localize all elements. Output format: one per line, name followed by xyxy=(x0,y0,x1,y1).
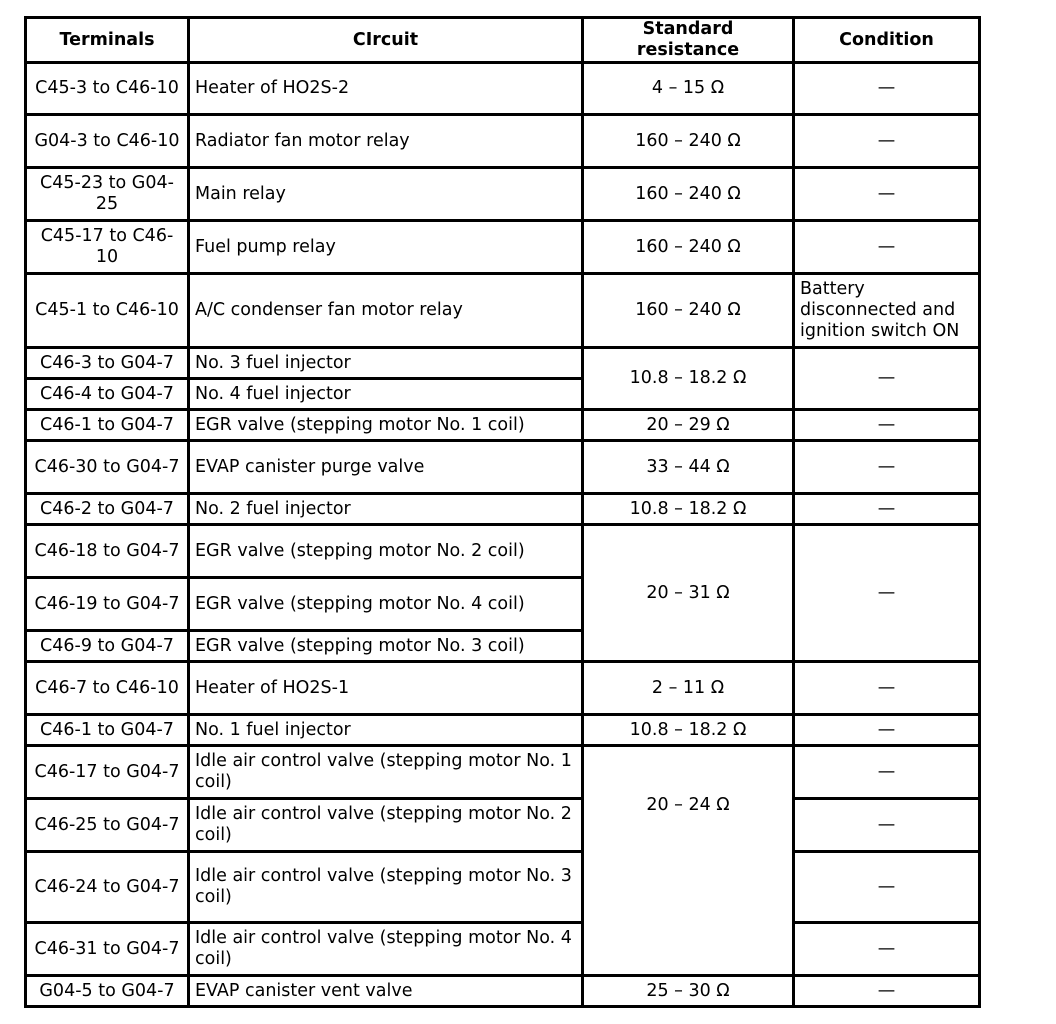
terminals-cell: G04-5 to G04-7 xyxy=(26,976,189,1007)
circuit-cell: Heater of HO2S-2 xyxy=(189,63,583,115)
circuit-cell: EGR valve (stepping motor No. 1 coil) xyxy=(189,410,583,441)
table-row xyxy=(26,221,980,274)
terminals-cell: C46-9 to G04-7 xyxy=(26,631,189,662)
circuit-cell: No. 2 fuel injector xyxy=(189,494,583,525)
circuit-cell: Idle air control valve (stepping motor No. 2 coil) xyxy=(189,799,583,852)
header-circuit: CIrcuit xyxy=(189,18,583,63)
resistance-cell: 2 – 11 Ω xyxy=(583,662,794,715)
table-row xyxy=(26,746,980,799)
condition-cell: — xyxy=(794,63,980,115)
table-row xyxy=(26,168,980,221)
resistance-cell: 20 – 31 Ω xyxy=(583,525,794,662)
circuit-cell: Idle air control valve (stepping motor No. 1 coil) xyxy=(189,746,583,799)
header-terminals: Terminals xyxy=(26,18,189,63)
circuit-cell: EVAP canister purge valve xyxy=(189,441,583,494)
condition-cell: — xyxy=(794,221,980,274)
circuit-cell: Idle air control valve (stepping motor No. 3 coil) xyxy=(189,852,583,923)
resistance-cell: 20 – 24 Ω xyxy=(583,746,794,976)
circuit-cell: Heater of HO2S-1 xyxy=(189,662,583,715)
circuit-cell: No. 1 fuel injector xyxy=(189,715,583,746)
resistance-cell: 10.8 – 18.2 Ω xyxy=(583,348,794,410)
circuit-cell: EVAP canister vent valve xyxy=(189,976,583,1007)
resistance-cell: 160 – 240 Ω xyxy=(583,221,794,274)
circuit-cell: No. 3 fuel injector xyxy=(189,348,583,379)
header-row xyxy=(26,18,980,63)
resistance-cell: 10.8 – 18.2 Ω xyxy=(583,715,794,746)
resistance-cell: 4 – 15 Ω xyxy=(583,63,794,115)
terminals-cell: C45-3 to C46-10 xyxy=(26,63,189,115)
circuit-cell: No. 4 fuel injector xyxy=(189,379,583,410)
table-row xyxy=(26,115,980,168)
table-row xyxy=(26,852,980,923)
condition-cell: — xyxy=(794,662,980,715)
condition-cell: — xyxy=(794,852,980,923)
terminals-cell: C46-2 to G04-7 xyxy=(26,494,189,525)
terminals-cell: C46-30 to G04-7 xyxy=(26,441,189,494)
terminals-cell: C46-7 to C46-10 xyxy=(26,662,189,715)
terminals-cell: C46-19 to G04-7 xyxy=(26,578,189,631)
table-row xyxy=(26,525,980,578)
table-row xyxy=(26,410,980,441)
condition-cell: — xyxy=(794,746,980,799)
circuit-cell: A/C condenser fan motor relay xyxy=(189,274,583,348)
resistance-cell: 33 – 44 Ω xyxy=(583,441,794,494)
condition-cell: — xyxy=(794,976,980,1007)
table-row xyxy=(26,662,980,715)
terminals-cell: C46-3 to G04-7 xyxy=(26,348,189,379)
table-row xyxy=(26,976,980,1007)
terminals-cell: C46-1 to G04-7 xyxy=(26,410,189,441)
table-row xyxy=(26,274,980,348)
circuit-cell: Radiator fan motor relay xyxy=(189,115,583,168)
resistance-cell: 160 – 240 Ω xyxy=(583,274,794,348)
table-row xyxy=(26,715,980,746)
resistance-cell: 160 – 240 Ω xyxy=(583,115,794,168)
table-row xyxy=(26,63,980,115)
terminals-cell: C45-1 to C46-10 xyxy=(26,274,189,348)
terminals-cell: C46-1 to G04-7 xyxy=(26,715,189,746)
table-row xyxy=(26,348,980,379)
condition-cell: — xyxy=(794,799,980,852)
resistance-cell: 10.8 – 18.2 Ω xyxy=(583,494,794,525)
resistance-cell: 20 – 29 Ω xyxy=(583,410,794,441)
condition-cell: — xyxy=(794,168,980,221)
header-standard-resistance: Standard resistance xyxy=(583,18,794,63)
terminals-cell: C46-25 to G04-7 xyxy=(26,799,189,852)
table-row xyxy=(26,799,980,852)
circuit-cell: EGR valve (stepping motor No. 2 coil) xyxy=(189,525,583,578)
resistance-spec-table xyxy=(24,16,981,1008)
terminals-cell: C45-23 to G04-25 xyxy=(26,168,189,221)
condition-cell: — xyxy=(794,525,980,662)
terminals-cell: C46-24 to G04-7 xyxy=(26,852,189,923)
circuit-cell: EGR valve (stepping motor No. 4 coil) xyxy=(189,578,583,631)
table-row xyxy=(26,441,980,494)
resistance-cell: 25 – 30 Ω xyxy=(583,976,794,1007)
condition-cell: — xyxy=(794,410,980,441)
circuit-cell: Idle air control valve (stepping motor No. 4 coil) xyxy=(189,923,583,976)
terminals-cell: C45-17 to C46-10 xyxy=(26,221,189,274)
terminals-cell: C46-18 to G04-7 xyxy=(26,525,189,578)
terminals-cell: C46-17 to G04-7 xyxy=(26,746,189,799)
condition-cell: — xyxy=(794,348,980,410)
condition-cell: Battery disconnected and ignition switch ON xyxy=(794,274,980,348)
terminals-cell: C46-31 to G04-7 xyxy=(26,923,189,976)
condition-cell: — xyxy=(794,494,980,525)
circuit-cell: Main relay xyxy=(189,168,583,221)
condition-cell: — xyxy=(794,441,980,494)
circuit-cell: Fuel pump relay xyxy=(189,221,583,274)
terminals-cell: G04-3 to C46-10 xyxy=(26,115,189,168)
condition-cell: — xyxy=(794,115,980,168)
condition-cell: — xyxy=(794,715,980,746)
table-row xyxy=(26,494,980,525)
table-row xyxy=(26,923,980,976)
condition-cell: — xyxy=(794,923,980,976)
resistance-cell: 160 – 240 Ω xyxy=(583,168,794,221)
terminals-cell: C46-4 to G04-7 xyxy=(26,379,189,410)
circuit-cell: EGR valve (stepping motor No. 3 coil) xyxy=(189,631,583,662)
header-condition: Condition xyxy=(794,18,980,63)
